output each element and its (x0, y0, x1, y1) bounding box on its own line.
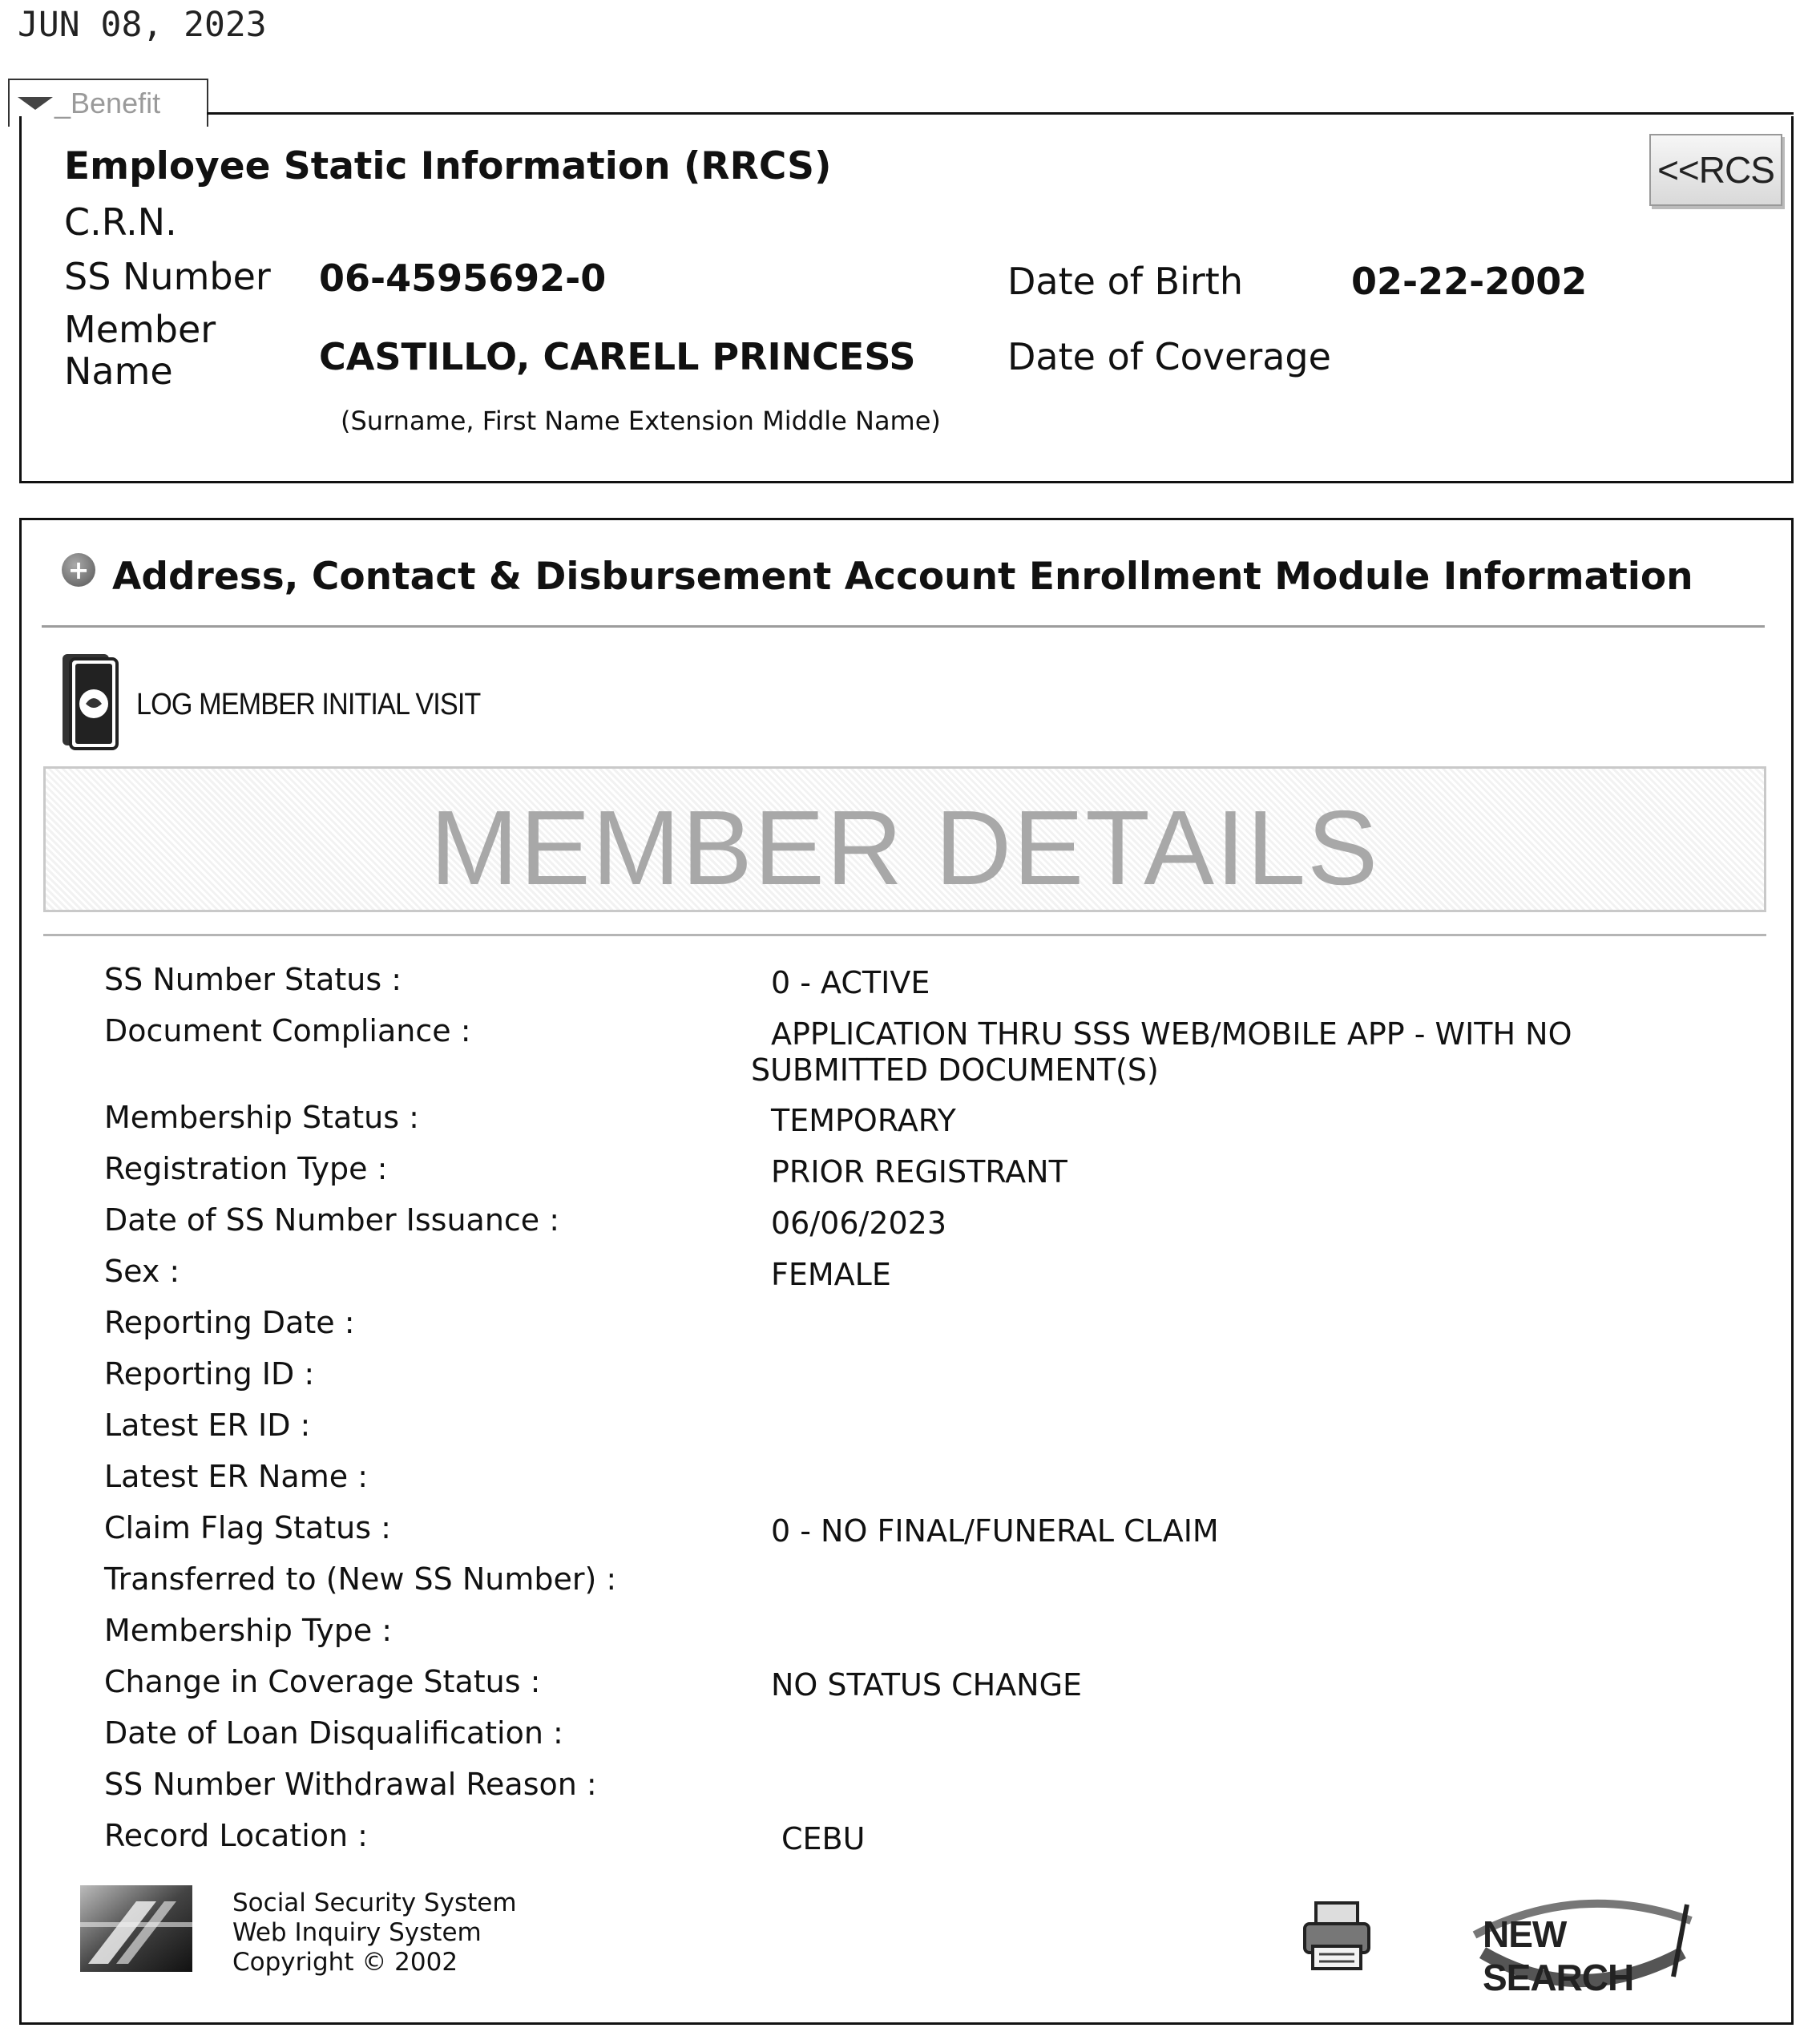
detail-label: Transferred to (New SS Number) : (104, 1561, 617, 1597)
ss-number-label: SS Number (64, 255, 271, 298)
footer-line: Social Security System (232, 1888, 517, 1917)
detail-label: Claim Flag Status : (104, 1510, 391, 1545)
detail-value: 0 - NO FINAL/FUNERAL CLAIM (771, 1513, 1219, 1549)
detail-value: PRIOR REGISTRANT (771, 1154, 1067, 1190)
member-name-label-line1: Member (64, 308, 216, 351)
ss-number-value: 06-4595692-0 (319, 257, 607, 300)
name-format-note: (Surname, First Name Extension Middle Name) (341, 406, 941, 436)
detail-label: SS Number Withdrawal Reason : (104, 1767, 597, 1802)
divider (42, 625, 1765, 628)
detail-label: Membership Type : (104, 1613, 393, 1648)
member-name-value: CASTILLO, CARELL PRINCESS (319, 335, 916, 378)
divider (207, 112, 1794, 115)
static-info-title: Employee Static Information (RRCS) (64, 144, 832, 188)
module-title: Address, Contact & Disbursement Account Enrollment Module Information (112, 555, 1693, 599)
detail-label: Reporting ID : (104, 1356, 315, 1392)
expand-plus-icon[interactable]: + (62, 553, 95, 587)
printer-icon[interactable] (1302, 1900, 1372, 1972)
member-name-label-line2: Name (64, 349, 173, 393)
detail-value: APPLICATION THRU SSS WEB/MOBILE APP - WITH NO (771, 1016, 1572, 1052)
detail-label: Change in Coverage Status : (104, 1664, 541, 1699)
rcs-back-button[interactable]: <<RCS (1649, 134, 1782, 206)
detail-label: Membership Status : (104, 1100, 419, 1135)
dob-value: 02-22-2002 (1351, 260, 1588, 303)
footer-credits (232, 1888, 517, 1977)
detail-value: 0 - ACTIVE (771, 965, 930, 1000)
detail-label: Document Compliance : (104, 1013, 471, 1048)
detail-label: Record Location : (104, 1818, 368, 1853)
detail-value: FEMALE (771, 1257, 891, 1292)
detail-label: SS Number Status : (104, 962, 402, 997)
detail-label: Latest ER Name : (104, 1459, 368, 1494)
banner-title: MEMBER DETAILS (430, 788, 1380, 907)
tab-benefit-label: _Benefit (54, 87, 161, 119)
detail-label: Date of Loan Disqualification : (104, 1715, 563, 1751)
detail-value: CEBU (781, 1821, 866, 1856)
new-search-button[interactable] (1459, 1888, 1707, 1998)
book-icon[interactable] (58, 651, 123, 750)
divider (43, 934, 1766, 936)
print-date: JUN 08, 2023 (18, 5, 267, 45)
detail-label: Date of SS Number Issuance : (104, 1202, 560, 1238)
detail-value: 06/06/2023 (771, 1206, 947, 1241)
log-member-initial-visit-link[interactable]: LOG MEMBER INITIAL VISIT (136, 688, 481, 721)
detail-value: TEMPORARY (771, 1103, 956, 1138)
new-search-label: NEW SEARCH (1483, 1913, 1634, 1998)
detail-label: Reporting Date : (104, 1305, 355, 1340)
detail-label: Registration Type : (104, 1151, 388, 1186)
detail-value: SUBMITTED DOCUMENT(S) (751, 1052, 1159, 1088)
dob-label: Date of Birth (1007, 260, 1243, 303)
crn-label: C.R.N. (64, 200, 177, 244)
member-details-banner (43, 766, 1766, 912)
footer-line: Copyright © 2002 (232, 1948, 458, 1977)
sss-logo (80, 1885, 192, 1972)
detail-label: Sex : (104, 1254, 180, 1289)
detail-value: NO STATUS CHANGE (771, 1667, 1083, 1703)
coverage-label: Date of Coverage (1007, 335, 1331, 378)
footer-line: Web Inquiry System (232, 1918, 482, 1947)
detail-label: Latest ER ID : (104, 1408, 311, 1443)
dropdown-arrow-icon (18, 97, 53, 110)
